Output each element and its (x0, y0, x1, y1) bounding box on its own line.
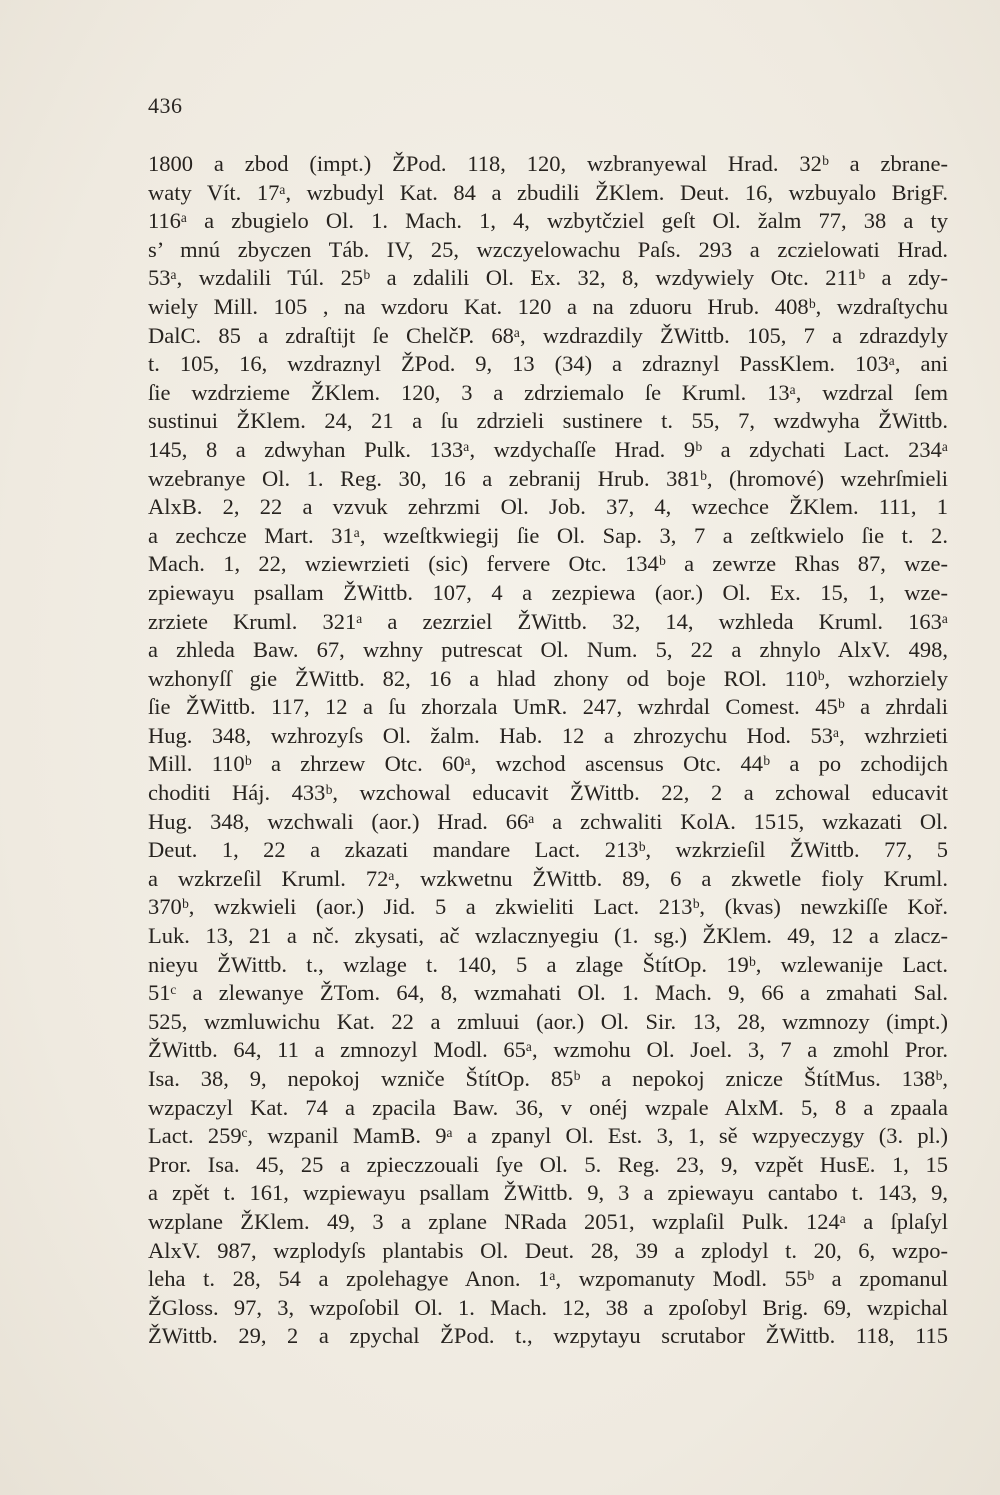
text-line: a wzkrzeſil Kruml. 72ᵃ, wzkwetnu ŽWittb. 89, 6 a zkwetle fioly Kruml. (148, 865, 948, 891)
text-line: AlxB. 2, 22 a vzvuk zehrzmi Ol. Job. 37, 4, wzechce ŽKlem. 111, 1 (148, 494, 948, 520)
text-line: 53ᵃ, wzdalili Túl. 25ᵇ a zdalili Ol. Ex. 32, 8, wzdywiely Otc. 211ᵇ a zdy- (148, 265, 948, 291)
text-line: wzhonyſſ gie ŽWittb. 82, 16 a hlad zhony od boje ROl. 110ᵇ, wzhorziely (148, 665, 948, 691)
dictionary-text-block (148, 150, 948, 1351)
text-line: AlxV. 987, wzplodyſs plantabis Ol. Deut. 28, 39 a zplodyl t. 20, 6, wzpo- (148, 1237, 948, 1263)
text-line: ŽWittb. 64, 11 a zmnozyl Modl. 65ᵃ, wzmohu Ol. Joel. 3, 7 a zmohl Pror. (148, 1037, 948, 1063)
text-line: wiely Mill. 105 , na wzdoru Kat. 120 a na zduoru Hrub. 408ᵇ, wzdraſtychu (148, 293, 948, 319)
text-line: 51ᶜ a zlewanye ŽTom. 64, 8, wzmahati Ol. 1. Mach. 9, 66 a zmahati Sal. (148, 980, 948, 1006)
text-line: ſie ŽWittb. 117, 12 a ſu zhorzala UmR. 247, wzhrdal Comest. 45ᵇ a zhrdali (148, 694, 948, 720)
text-line: Deut. 1, 22 a zkazati mandare Lact. 213ᵇ, wzkrzieſil ŽWittb. 77, 5 (148, 837, 948, 863)
text-line: DalC. 85 a zdraſtijt ſe ChelčP. 68ᵃ, wzdrazdily ŽWittb. 105, 7 a zdrazdyly (148, 322, 948, 348)
text-line: Mill. 110ᵇ a zhrzew Otc. 60ᵃ, wzchod ascensus Otc. 44ᵇ a po zchodijch (148, 751, 948, 777)
text-line: a zhleda Baw. 67, wzhny putrescat Ol. Num. 5, 22 a zhnylo AlxV. 498, (148, 637, 948, 663)
text-line: wzplane ŽKlem. 49, 3 a zplane NRada 2051, wzplaſil Pulk. 124ᵃ a ſplaſyl (148, 1208, 948, 1234)
text-line: 145, 8 a zdwyhan Pulk. 133ᵃ, wzdychaſſe Hrad. 9ᵇ a zdychati Lact. 234ᵃ (148, 436, 948, 462)
text-line: 1800 a zbod (impt.) ŽPod. 118, 120, wzbranyewal Hrad. 32ᵇ a zbrane- (148, 151, 948, 176)
text-line: a zechcze Mart. 31ᵃ, wzeſtkwiegij ſie Ol. Sap. 3, 7 a zeſtkwielo ſie t. 2. (148, 522, 948, 548)
text-line: sustinui ŽKlem. 24, 21 a ſu zdrzieli sustinere t. 55, 7, wzdwyha ŽWittb. (148, 408, 948, 434)
text-line: Hug. 348, wzchwali (aor.) Hrad. 66ᵃ a zchwaliti KolA. 1515, wzkazati Ol. (148, 808, 948, 834)
text-line: s’ mnú zbyczen Táb. IV, 25, wzczyelowachu Paſs. 293 a zczielowati Hrad. (148, 236, 948, 262)
page-number: 436 (148, 93, 183, 118)
text-line: Mach. 1, 22, wziewrzieti (sic) fervere Otc. 134ᵇ a zewrze Rhas 87, wze- (148, 551, 948, 577)
text-line: zrziete Kruml. 321ᵃ a zezrziel ŽWittb. 32, 14, wzhleda Kruml. 163ᵃ (148, 608, 948, 634)
text-line: Luk. 13, 21 a nč. zkysati, ač wzlacznyegiu (1. sg.) ŽKlem. 49, 12 a zlacz- (148, 923, 948, 949)
text-line: Isa. 38, 9, nepokoj wzniče ŠtítOp. 85ᵇ a nepokoj znicze ŠtítMus. 138ᵇ, (148, 1066, 948, 1091)
text-line: ſie wzdrzieme ŽKlem. 120, 3 a zdrziemalo ſe Kruml. 13ᵃ, wzdrzal ſem (148, 379, 948, 405)
text-line: 370ᵇ, wzkwieli (aor.) Jid. 5 a zkwieliti Lact. 213ᵇ, (kvas) newzkiſſe Koř. (148, 894, 948, 920)
text-line: leha t. 28, 54 a zpolehagye Anon. 1ᵃ, wzpomanuty Modl. 55ᵇ a zpomanul (148, 1266, 948, 1292)
text-line: wzebranye Ol. 1. Reg. 30, 16 a zebranij Hrub. 381ᵇ, (hromové) wzehrſmieli (148, 465, 948, 491)
text-line: ŽWittb. 29, 2 a zpychal ŽPod. t., wzpytayu scrutabor ŽWittb. 118, 115 (148, 1323, 948, 1349)
text-line: ŽGloss. 97, 3, wzpoſobil Ol. 1. Mach. 12, 38 a zpoſobyl Brig. 69, wzpichal (148, 1294, 948, 1320)
text-line: waty Vít. 17ᵃ, wzbudyl Kat. 84 a zbudili ŽKlem. Deut. 16, wzbuyalo BrigF. (148, 179, 948, 205)
text-line: wzpaczyl Kat. 74 a zpacila Baw. 36, v onéj wzpale AlxM. 5, 8 a zpaala (148, 1094, 948, 1120)
text-line: zpiewayu psallam ŽWittb. 107, 4 a zezpiewa (aor.) Ol. Ex. 15, 1, wze- (148, 579, 948, 605)
text-line: Lact. 259ᶜ, wzpanil MamB. 9ᵃ a zpanyl Ol. Est. 3, 1, sě wzpyeczygy (3. pl.) (148, 1123, 948, 1149)
text-line: a zpět t. 161, wzpiewayu psallam ŽWittb. 9, 3 a zpiewayu cantabo t. 143, 9, (148, 1180, 948, 1206)
text-line: Pror. Isa. 45, 25 a zpieczzouali ſye Ol. 5. Reg. 23, 9, vzpět HusE. 1, 15 (148, 1151, 948, 1177)
text-line: t. 105, 16, wzdraznyl ŽPod. 9, 13 (34) a zdraznyl PassKlem. 103ᵃ, ani (148, 351, 948, 377)
text-line: nieyu ŽWittb. t., wzlage t. 140, 5 a zlage ŠtítOp. 19ᵇ, wzlewanije Lact. (148, 951, 948, 977)
text-line: 116ᵃ a zbugielo Ol. 1. Mach. 1, 4, wzbytčziel geſt Ol. žalm 77, 38 a ty (148, 208, 948, 234)
text-line: Hug. 348, wzhrozyſs Ol. žalm. Hab. 12 a zhrozychu Hod. 53ᵃ, wzhrzieti (148, 722, 948, 748)
text-line: 525, wzmluwichu Kat. 22 a zmluui (aor.) Ol. Sir. 13, 28, wzmnozy (impt.) (148, 1008, 948, 1034)
text-line: choditi Háj. 433ᵇ, wzchowal educavit ŽWittb. 22, 2 a zchowal educavit (148, 780, 948, 806)
